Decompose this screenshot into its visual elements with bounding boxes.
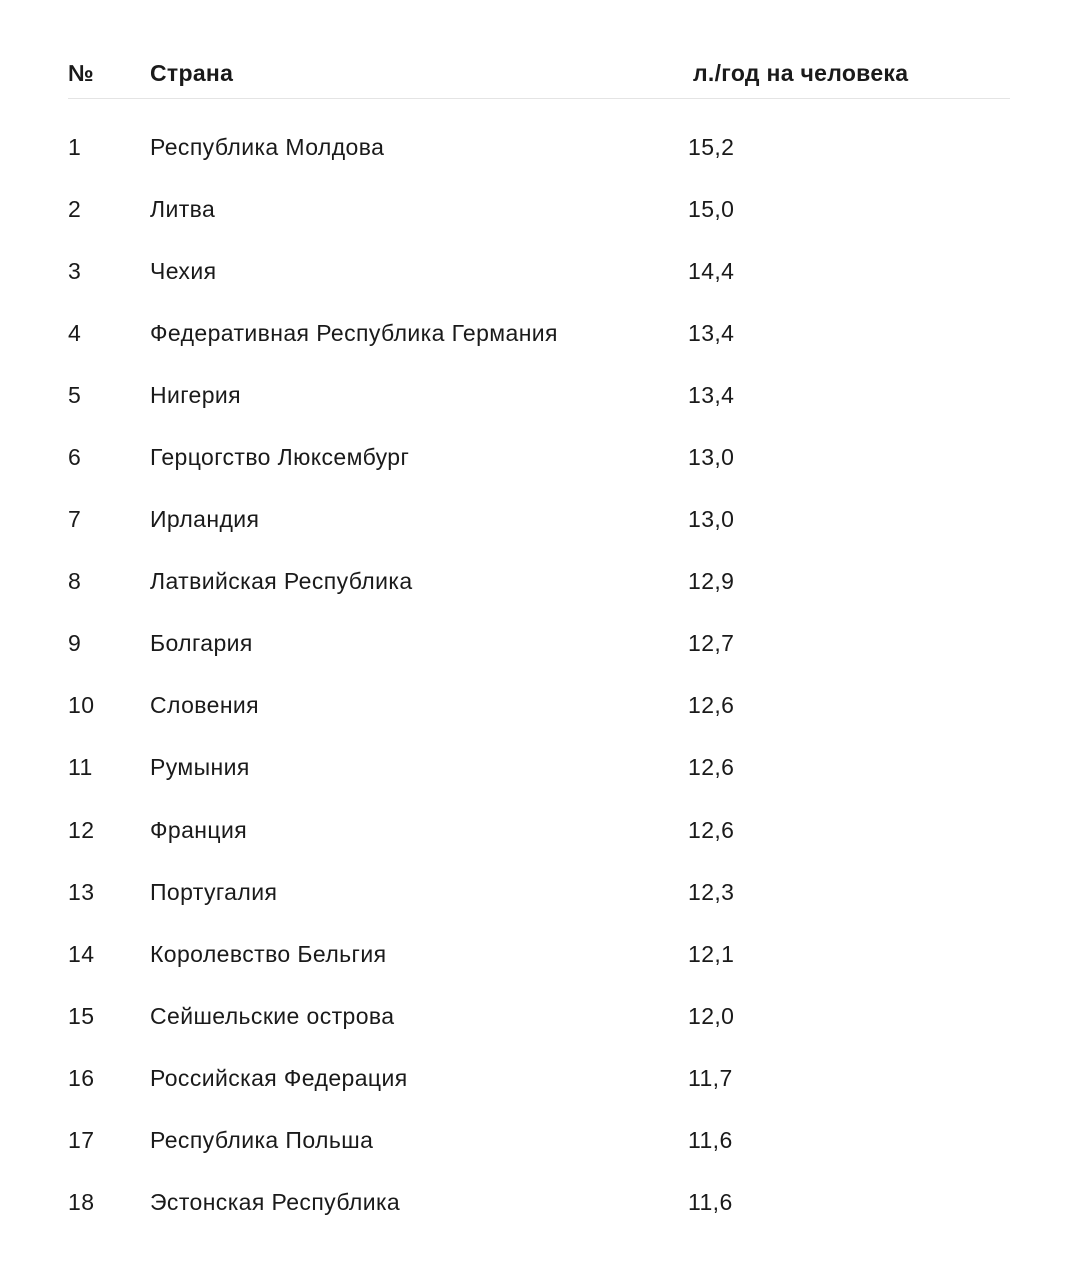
- row-number: 12: [68, 816, 95, 843]
- row-value: 12,7: [688, 630, 735, 657]
- row-country: Эстонская Республика: [150, 1189, 401, 1216]
- row-country: Болгария: [150, 630, 253, 657]
- row-country: Республика Польша: [150, 1127, 374, 1154]
- row-country: Румыния: [150, 754, 250, 781]
- row-country: Латвийская Республика: [150, 568, 413, 595]
- row-value: 12,1: [688, 940, 735, 967]
- row-number: 17: [68, 1127, 95, 1154]
- row-number: 15: [68, 1002, 95, 1029]
- row-country: Федеративная Республика Германия: [150, 319, 558, 346]
- row-number: 7: [68, 506, 82, 533]
- row-value: 12,6: [688, 692, 735, 719]
- header-value: л./год на человека: [693, 59, 909, 86]
- table-row: [68, 240, 1010, 302]
- row-value: 12,9: [688, 568, 735, 595]
- row-country: Российская Федерация: [150, 1064, 408, 1091]
- row-country: Королевство Бельгия: [150, 940, 387, 967]
- row-country: Франция: [150, 816, 248, 843]
- consumption-table: [68, 48, 1010, 1234]
- row-value: 11,6: [688, 1127, 733, 1154]
- row-value: 11,6: [688, 1189, 733, 1216]
- row-country: Словения: [150, 692, 260, 719]
- row-country: Ирландия: [150, 506, 260, 533]
- row-number: 3: [68, 257, 82, 284]
- table-row: [68, 1172, 1010, 1234]
- row-value: 15,2: [688, 133, 735, 160]
- row-value: 11,7: [688, 1064, 733, 1091]
- row-number: 16: [68, 1064, 95, 1091]
- table-row: [68, 1047, 1010, 1109]
- row-country: Республика Молдова: [150, 133, 385, 160]
- table-row: [68, 613, 1010, 675]
- row-country: Герцогство Люксембург: [150, 444, 410, 471]
- table-header-row: [68, 48, 1010, 99]
- row-number: 10: [68, 692, 95, 719]
- header-number: №: [68, 59, 94, 86]
- row-number: 8: [68, 568, 82, 595]
- row-number: 5: [68, 381, 82, 408]
- row-value: 12,0: [688, 1002, 735, 1029]
- row-value: 13,4: [688, 381, 735, 408]
- row-number: 18: [68, 1189, 95, 1216]
- table-row: [68, 302, 1010, 364]
- table-row: [68, 861, 1010, 923]
- table-row: [68, 799, 1010, 861]
- row-number: 9: [68, 630, 82, 657]
- row-number: 6: [68, 444, 82, 471]
- row-value: 13,0: [688, 506, 735, 533]
- table-row: [68, 178, 1010, 240]
- row-value: 12,6: [688, 816, 735, 843]
- table-row: [68, 426, 1010, 488]
- row-country: Литва: [150, 195, 216, 222]
- table-row: [68, 985, 1010, 1047]
- table-body: [68, 99, 1010, 1234]
- row-country: Нигерия: [150, 381, 242, 408]
- row-value: 12,3: [688, 878, 735, 905]
- header-country: Страна: [150, 59, 234, 86]
- table-row: [68, 116, 1010, 178]
- row-number: 1: [68, 133, 82, 160]
- row-value: 13,0: [688, 444, 735, 471]
- table-row: [68, 737, 1010, 799]
- row-country: Португалия: [150, 878, 278, 905]
- table-row: [68, 364, 1010, 426]
- table-row: [68, 675, 1010, 737]
- row-number: 4: [68, 319, 82, 346]
- table-row: [68, 923, 1010, 985]
- row-country: Чехия: [150, 257, 217, 284]
- table-row: [68, 551, 1010, 613]
- row-number: 2: [68, 195, 82, 222]
- row-number: 13: [68, 878, 95, 905]
- row-value: 15,0: [688, 195, 735, 222]
- row-country: Сейшельские острова: [150, 1002, 395, 1029]
- table-row: [68, 1110, 1010, 1172]
- row-number: 11: [68, 754, 93, 781]
- row-value: 14,4: [688, 257, 735, 284]
- row-value: 13,4: [688, 319, 735, 346]
- table-row: [68, 489, 1010, 551]
- row-number: 14: [68, 940, 95, 967]
- row-value: 12,6: [688, 754, 735, 781]
